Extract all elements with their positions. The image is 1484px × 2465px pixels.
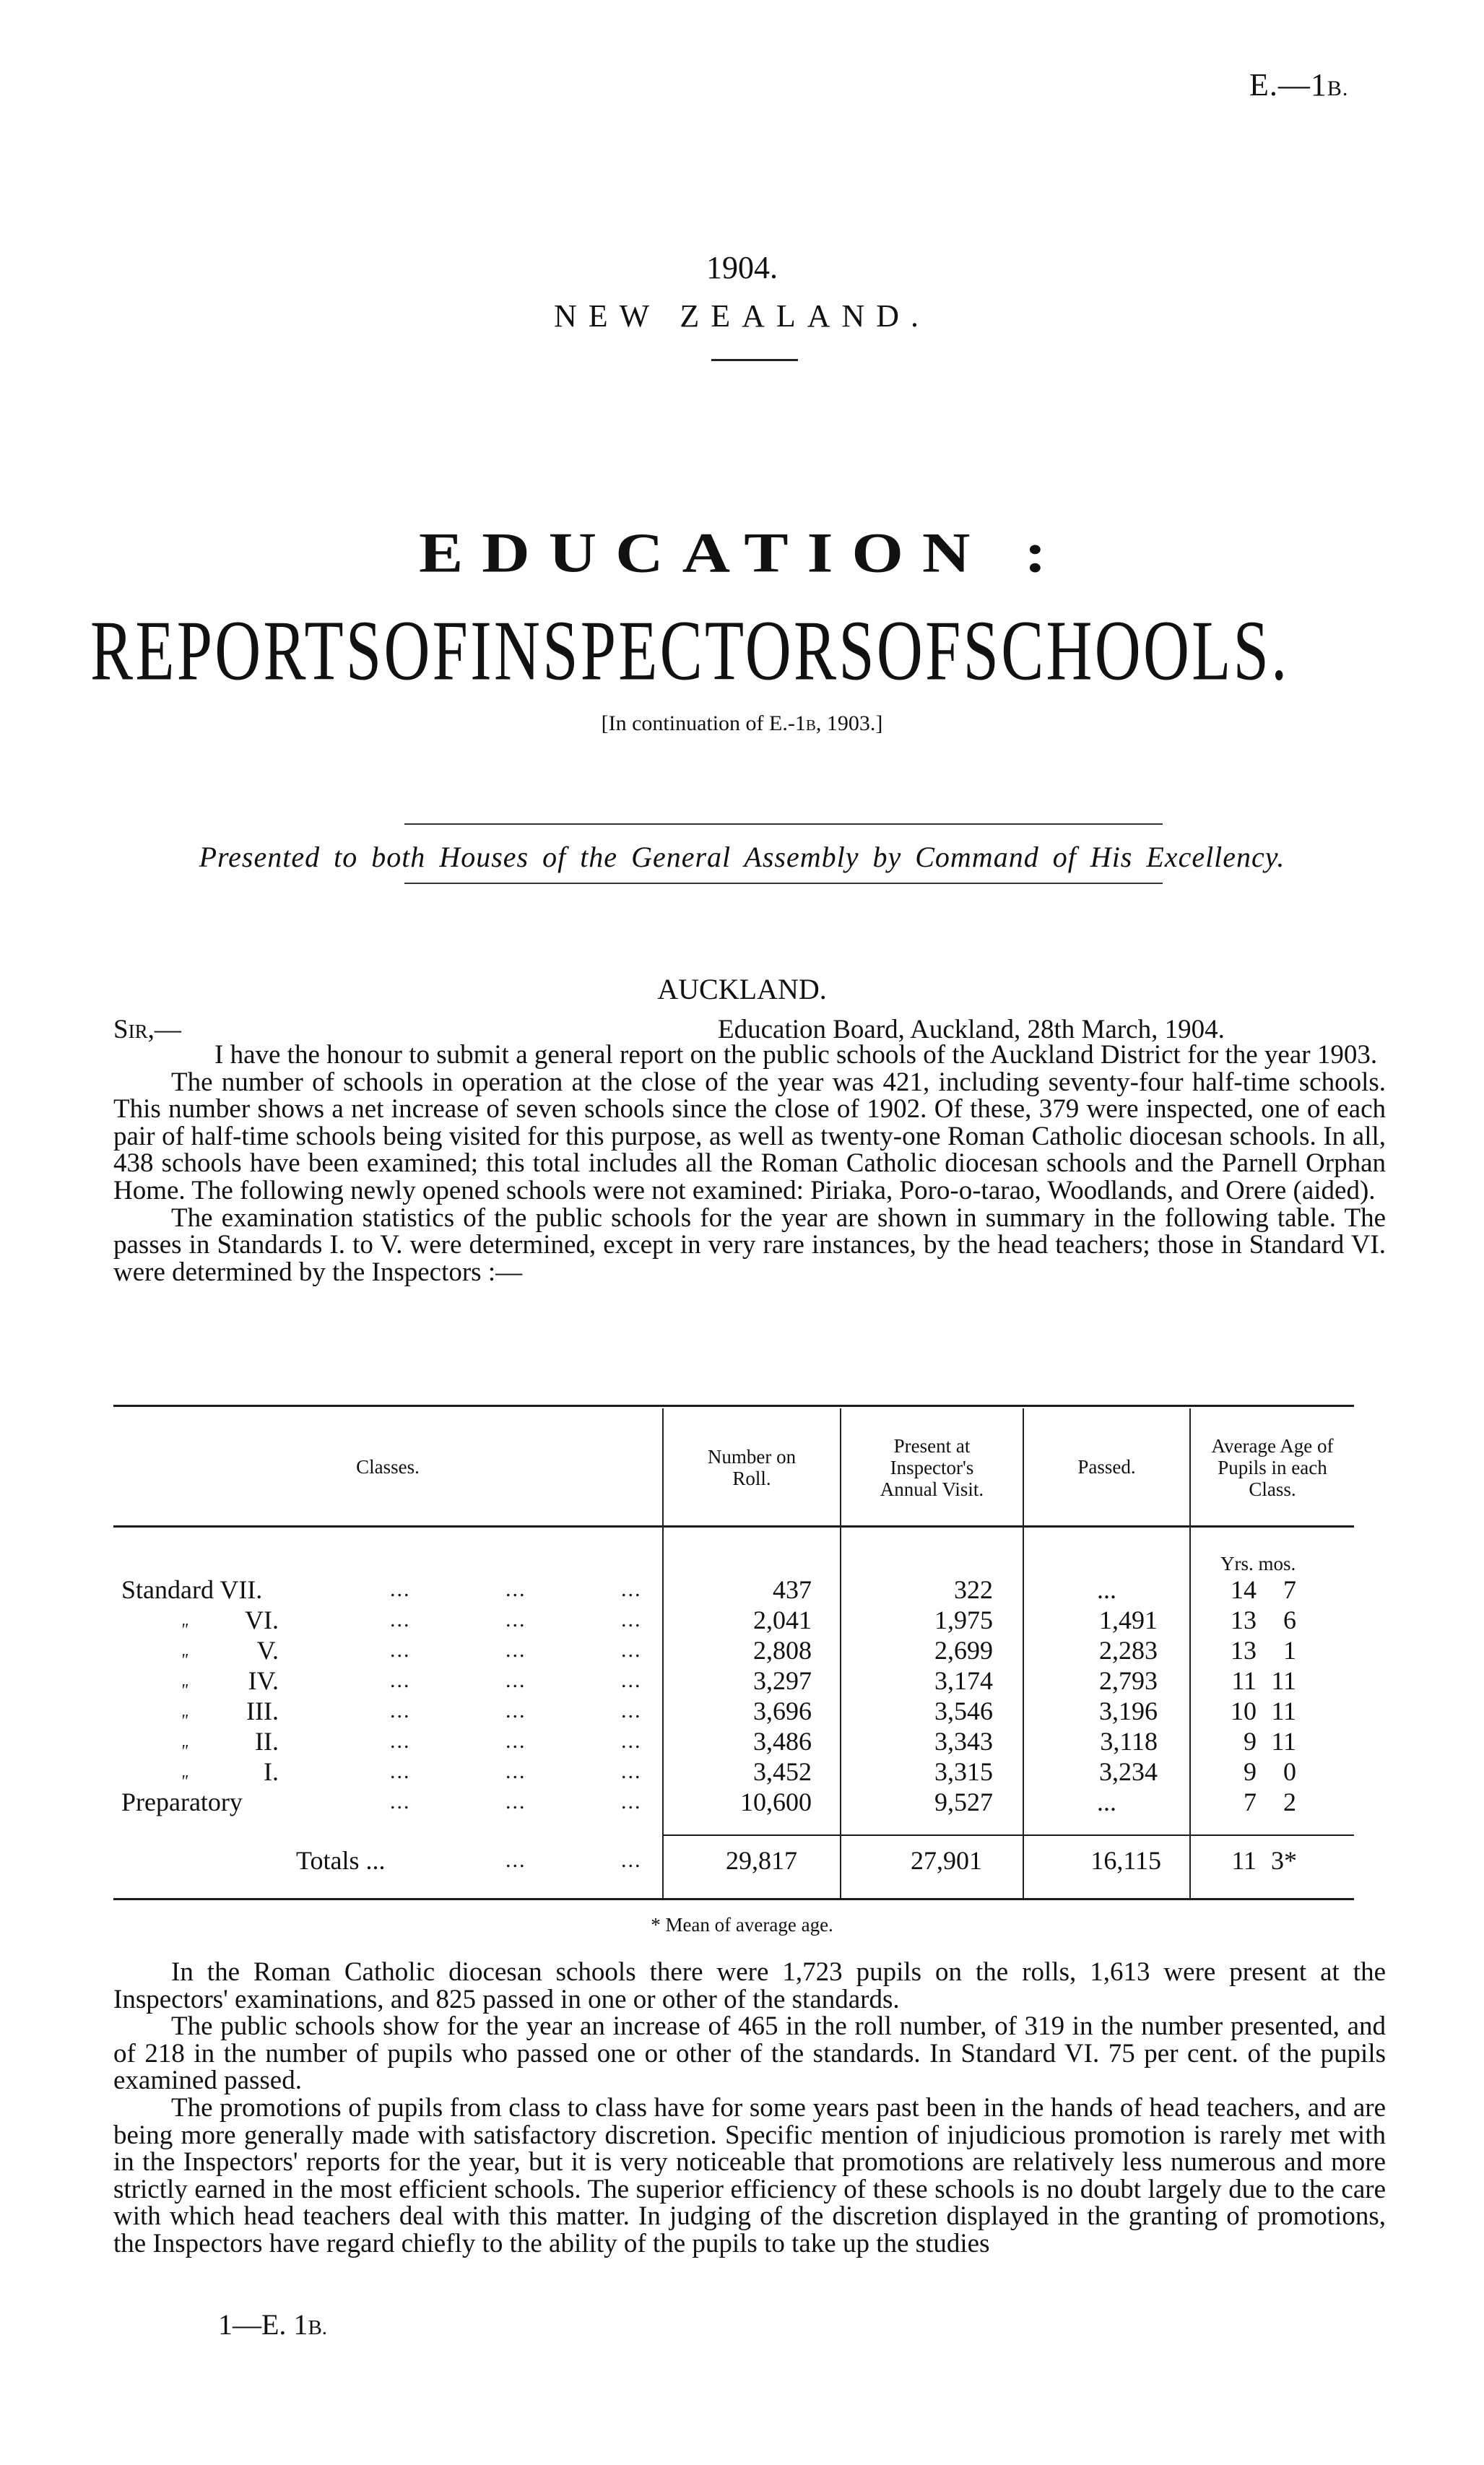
presented-statement: Presented to both Houses of the General Assembly by Command of His Excellency.	[199, 841, 1285, 873]
continuation-text: [In continuation of E.-1	[601, 711, 806, 735]
leader-dots: ...	[621, 1759, 642, 1783]
header-age-line: Pupils in each	[1218, 1457, 1327, 1478]
header-present	[841, 1435, 1023, 1500]
present-value: 322	[954, 1575, 993, 1604]
header-roll-line: Roll.	[732, 1468, 771, 1489]
sub-title-word: OF	[876, 604, 963, 698]
header-passed: Passed.	[1077, 1456, 1136, 1478]
document-reference-mark	[1249, 66, 1394, 103]
salutation	[113, 1014, 181, 1045]
leader-dots: ...	[621, 1729, 642, 1753]
leader-dots: ...	[621, 1608, 642, 1632]
totals-row	[0, 1845, 1484, 1876]
ditto-mark: "	[181, 1712, 188, 1730]
class-label: Standard VII.	[121, 1575, 263, 1604]
ditto-mark: "	[181, 1772, 188, 1791]
total-present: 27,901	[911, 1846, 982, 1875]
leader-dots: ...	[505, 1699, 526, 1723]
leader-dots: ...	[390, 1638, 411, 1662]
header-classes: Classes.	[356, 1456, 420, 1478]
age-years: 7	[1244, 1788, 1257, 1816]
leader-dots: ...	[621, 1848, 642, 1872]
age-months: 11	[1271, 1697, 1296, 1725]
leader-dots: ...	[621, 1577, 642, 1601]
leader-dots: ...	[505, 1790, 526, 1814]
ditto-mark: "	[181, 1621, 188, 1639]
leader-dots: ...	[505, 1848, 526, 1872]
salutation-smallcaps: IR	[128, 1021, 148, 1042]
leader-dots: ...	[505, 1638, 526, 1662]
table-row	[0, 1696, 1484, 1730]
age-years: 9	[1244, 1727, 1257, 1756]
table-bottom-rule	[113, 1898, 1354, 1900]
paragraph: The promotions of pupils from class to class have for some years past been in the hands of head teachers, and are being more generally made with satisfactory discretion. Specific mention of injudicious promotion is rarely met with in the Inspectors' reports for the year, but it is very noticeable that promotions are relatively less numerous and more strictly earned in the most efficient schools. The superior efficiency of these schools is no doubt largely due to the care with which head teachers deal with this matter. In judging of the discretion displayed in the granting of promotions, the Inspectors have regard chiefly to the ability of the pupils to take up the studies	[113, 2092, 1386, 2258]
table-header-rule	[113, 1525, 1354, 1528]
section-heading: AUCKLAND.	[657, 973, 827, 1005]
age-months: 6	[1283, 1606, 1296, 1634]
roll-value: 3,696	[753, 1697, 812, 1725]
leader-dots: ...	[390, 1699, 411, 1723]
leader-dots: ...	[505, 1668, 526, 1692]
salutation-dash: ,—	[147, 1015, 181, 1044]
age-years: 9	[1244, 1757, 1257, 1786]
passed-value: 2,793	[1099, 1666, 1158, 1695]
age-months: 2	[1283, 1788, 1296, 1816]
header-age	[1191, 1435, 1354, 1500]
ref-mark-main: E.—1	[1249, 67, 1327, 103]
table-row	[0, 1635, 1484, 1670]
total-age-years: 11	[1231, 1846, 1257, 1875]
ditto-mark: "	[181, 1651, 188, 1670]
leader-dots: ...	[621, 1668, 642, 1692]
total-passed: 16,115	[1090, 1846, 1161, 1875]
table-footnote: * Mean of average age.	[651, 1914, 833, 1936]
class-label: IV.	[248, 1666, 279, 1695]
class-label: I.	[264, 1757, 279, 1786]
paragraph: The public schools show for the year an increase of 465 in the roll number, of 319 in the number presented, and of 218 in the number of pupils who passed one or other of the standards. In Standard VI. 75 per cent. of the pupils examined passed.	[113, 2011, 1386, 2096]
class-label: VI.	[245, 1606, 279, 1634]
header-age-line: Class.	[1249, 1478, 1296, 1500]
sub-title-word: SCHOOLS.	[963, 604, 1290, 698]
continuation-suffix: B	[805, 716, 816, 734]
ditto-mark: "	[181, 1742, 188, 1761]
age-years: 10	[1231, 1697, 1257, 1725]
page-signature	[218, 2308, 327, 2341]
present-value: 3,315	[934, 1757, 993, 1786]
intro-paragraphs	[113, 1041, 1386, 1286]
sub-title-word: OF	[383, 604, 471, 698]
header-age-line: Average Age of	[1211, 1435, 1334, 1457]
present-value: 2,699	[934, 1636, 993, 1665]
passed-value: ...	[1097, 1788, 1116, 1816]
header-present-line: Inspector's	[890, 1457, 974, 1478]
passed-value: ...	[1097, 1575, 1116, 1604]
table-row	[0, 1574, 1484, 1605]
total-age-months: 3*	[1271, 1846, 1297, 1875]
table-top-rule	[113, 1405, 1354, 1407]
roll-value: 3,452	[753, 1757, 812, 1786]
paragraph: I have the honour to submit a general report on the public schools of the Auckland District for the year 1903.	[214, 1040, 1378, 1070]
ref-mark-suffix: B.	[1327, 77, 1349, 100]
leader-dots: ...	[390, 1577, 411, 1601]
leader-dots: ...	[390, 1729, 411, 1753]
leader-dots: ...	[390, 1668, 411, 1692]
header-roll-line: Number on	[707, 1446, 797, 1468]
passed-value: 3,118	[1100, 1727, 1158, 1756]
age-units: Yrs. mos.	[1220, 1553, 1296, 1574]
age-years: 11	[1231, 1666, 1257, 1695]
table-row	[0, 1756, 1484, 1791]
country-name: NEW ZEALAND.	[553, 298, 931, 334]
class-label: Preparatory	[121, 1788, 243, 1816]
presented-rule-bottom	[404, 883, 1163, 884]
header-present-line: Annual Visit.	[880, 1478, 984, 1500]
closing-paragraphs	[113, 1959, 1386, 2258]
presented-rule-top	[404, 823, 1163, 825]
age-months: 11	[1271, 1666, 1296, 1695]
paragraph: The examination statistics of the public schools for the year are shown in summary in the following table. The passes in Standards I. to V. were determined, except in very rare instances, by the head teachers; those in Standard VI. were determined by the Inspectors :—	[113, 1203, 1386, 1287]
continuation-year: , 1903.]	[815, 711, 883, 735]
leader-dots: ...	[505, 1729, 526, 1753]
table-row	[0, 1605, 1484, 1639]
passed-value: 2,283	[1099, 1636, 1158, 1665]
leader-dots: ...	[505, 1608, 526, 1632]
leader-dots: ...	[390, 1759, 411, 1783]
totals-rule	[663, 1834, 1354, 1836]
present-value: 9,527	[934, 1788, 993, 1816]
table-row	[0, 1665, 1484, 1700]
age-months: 7	[1283, 1575, 1296, 1604]
present-value: 3,174	[934, 1666, 993, 1695]
sub-title-word: INSPECTORS	[470, 604, 877, 698]
age-months: 1	[1283, 1636, 1296, 1665]
paragraph: The number of schools in operation at the close of the year was 421, including seventy-four half-time schools. This number shows a net increase of seven schools since the close of 1902. Of these, 379 were inspected, one of each pair of half-time schools being visited for this purpose, as well as twenty-one Roman Catholic diocesan schools. In all, 438 schools have been examined; this total includes all the Roman Catholic diocesan schools and the Parnell Orphan Home. The following newly opened schools were not examined: Piriaka, Poro-o-tarao, Woodlands, and Orere (aided).	[113, 1067, 1386, 1205]
total-roll: 29,817	[726, 1846, 797, 1875]
leader-dots: ...	[505, 1577, 526, 1601]
header-roll	[664, 1446, 840, 1489]
age-years: 14	[1231, 1575, 1257, 1604]
document-year: 1904.	[706, 250, 778, 285]
roll-value: 10,600	[740, 1788, 812, 1816]
table-row	[0, 1787, 1484, 1817]
class-label: II.	[255, 1727, 279, 1756]
page-signature-main: 1—E. 1	[218, 2308, 308, 2341]
age-years: 13	[1231, 1636, 1257, 1665]
present-value: 3,546	[934, 1697, 993, 1725]
present-value: 3,343	[934, 1727, 993, 1756]
totals-label: Totals ...	[296, 1846, 386, 1875]
table-row	[0, 1726, 1484, 1761]
present-value: 1,975	[934, 1606, 993, 1634]
leader-dots: ...	[621, 1790, 642, 1814]
roll-value: 437	[773, 1575, 812, 1604]
sub-title	[90, 604, 1290, 698]
passed-value: 3,196	[1099, 1697, 1158, 1725]
leader-dots: ...	[390, 1608, 411, 1632]
main-title: EDUCATION :	[418, 521, 1066, 584]
roll-value: 3,486	[753, 1727, 812, 1756]
roll-value: 3,297	[753, 1666, 812, 1695]
class-label: V.	[256, 1636, 279, 1665]
class-label: III.	[246, 1697, 279, 1725]
roll-value: 2,041	[753, 1606, 812, 1634]
age-months: 11	[1271, 1727, 1296, 1756]
paragraph: In the Roman Catholic diocesan schools there were 1,723 pupils on the rolls, 1,613 were present at the Inspectors' examinations, and 825 passed in one or other of the standards.	[113, 1957, 1386, 2014]
leader-dots: ...	[390, 1790, 411, 1814]
page-signature-suffix: B.	[308, 2316, 328, 2339]
roll-value: 2,808	[753, 1636, 812, 1665]
passed-value: 1,491	[1099, 1606, 1158, 1634]
header-present-line: Present at	[893, 1435, 971, 1457]
leader-dots: ...	[505, 1759, 526, 1783]
sub-title-word: REPORTS	[90, 604, 384, 698]
passed-value: 3,234	[1099, 1757, 1158, 1786]
age-years: 13	[1231, 1606, 1257, 1634]
dateline: Education Board, Auckland, 28th March, 1904.	[718, 1015, 1225, 1044]
ditto-mark: "	[181, 1681, 188, 1700]
age-months: 0	[1283, 1757, 1296, 1786]
leader-dots: ...	[621, 1638, 642, 1662]
continuation-note	[0, 711, 1484, 736]
leader-dots: ...	[621, 1699, 642, 1723]
salutation-initial: S	[113, 1015, 129, 1044]
title-divider	[711, 359, 798, 361]
